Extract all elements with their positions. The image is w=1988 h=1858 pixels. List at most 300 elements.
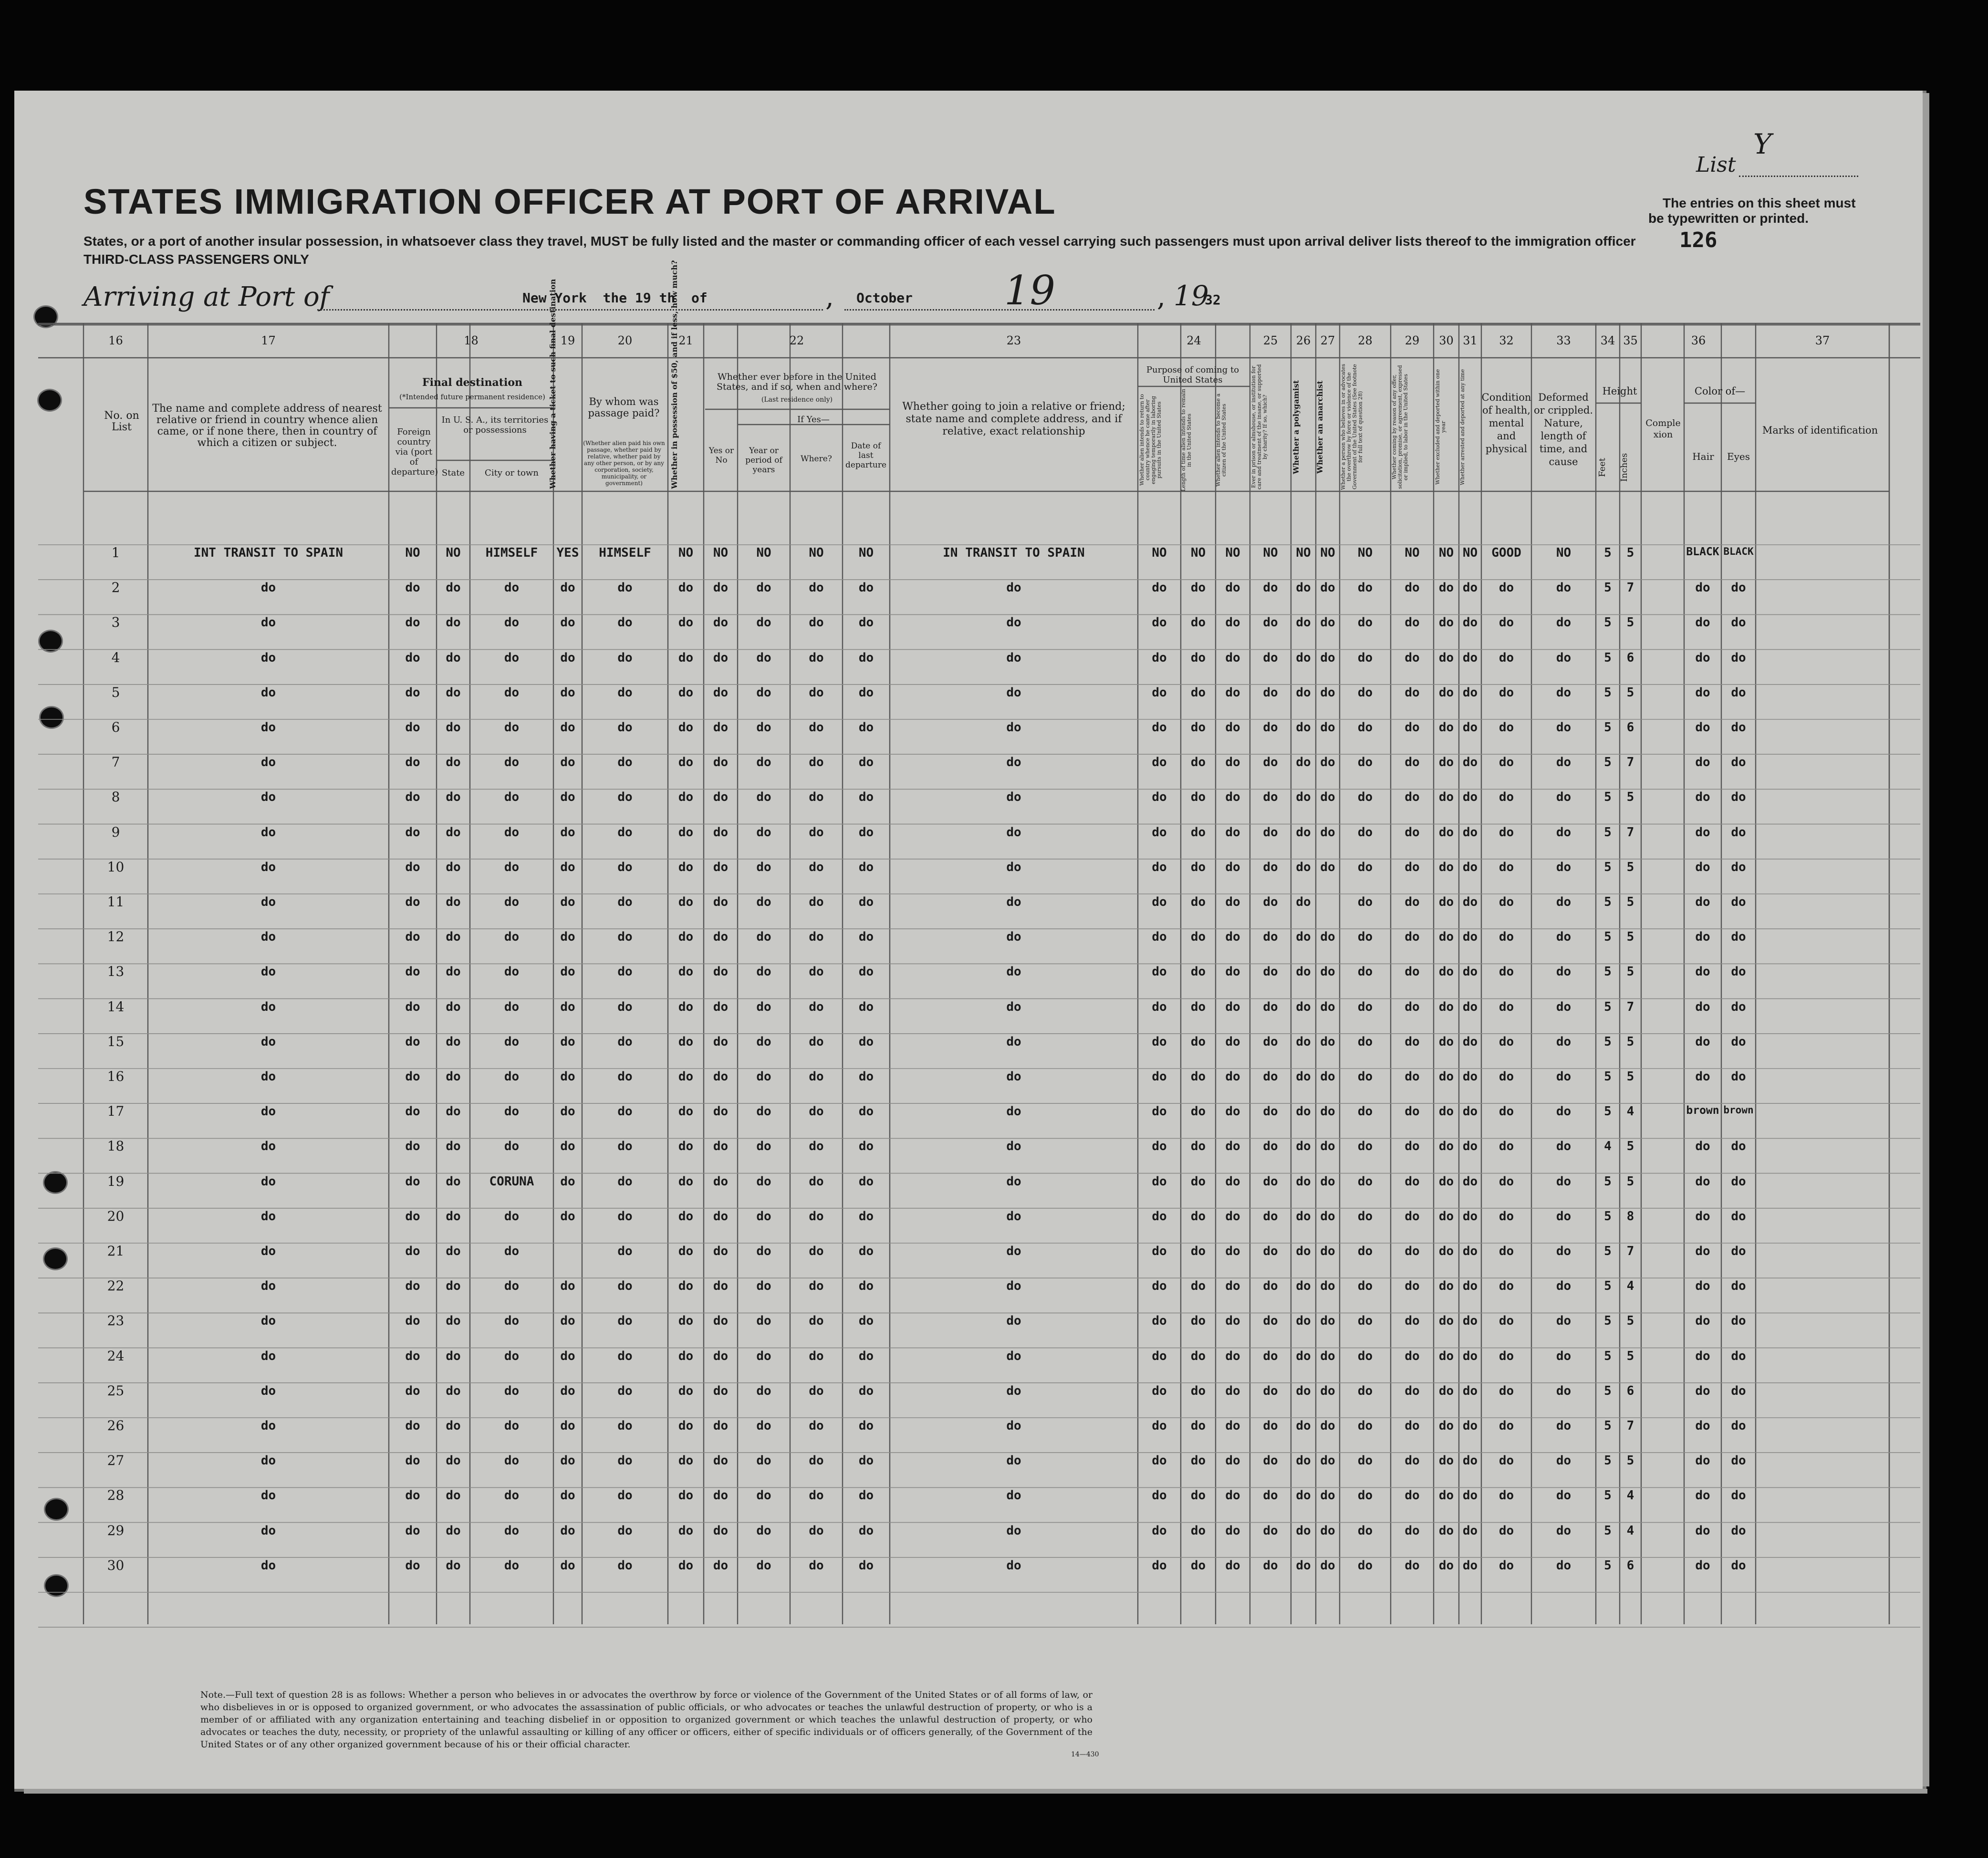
cell-fc: do: [405, 1383, 420, 1398]
cell-c29: do: [1405, 895, 1420, 909]
cell-city: do: [504, 1523, 520, 1538]
cell-c31: do: [1462, 1383, 1478, 1398]
cell-c25: do: [1263, 1034, 1278, 1049]
row-number: 19: [107, 1173, 125, 1189]
cell-wh: do: [809, 1174, 824, 1189]
cell-c29: do: [1405, 1419, 1420, 1433]
cell-c32: do: [1499, 1209, 1514, 1224]
cell-c25: do: [1263, 1419, 1278, 1433]
row-number: 30: [107, 1557, 125, 1573]
cell-st: do: [446, 790, 461, 805]
cell-c33: do: [1556, 1558, 1572, 1573]
cell-tk: do: [560, 999, 575, 1014]
cell-c29: do: [1405, 1383, 1420, 1398]
cell-tk: do: [560, 1174, 575, 1189]
cell-st: do: [446, 1314, 461, 1329]
cell-pa: do: [1152, 1383, 1167, 1398]
cell-ft: 5: [1604, 790, 1612, 805]
cell-c30: do: [1438, 895, 1454, 909]
cell-pa: do: [1152, 1453, 1167, 1468]
header-by-whom-note: (Whether alien paid his own passage, whether paid by relative, whether paid by any other person, or by any corporation, society, municipality, or government): [583, 440, 665, 487]
column-number: 35: [1623, 334, 1638, 347]
page-title: STATES IMMIGRATION OFFICER AT PORT OF ARRIVAL: [83, 182, 1056, 221]
cell-hair: do: [1695, 1209, 1710, 1224]
cell-c25: do: [1263, 825, 1278, 840]
cell-c28: do: [1357, 999, 1373, 1014]
cell-yr: do: [756, 1279, 771, 1294]
cell-c17: do: [260, 790, 276, 805]
cell-c33: do: [1556, 581, 1572, 595]
cell-dt: do: [858, 1209, 874, 1224]
column-number: 33: [1556, 334, 1571, 347]
cell-c31: do: [1462, 1174, 1478, 1189]
cell-c28: do: [1357, 965, 1373, 979]
cell-pb: do: [1190, 1383, 1206, 1398]
cell-pa: do: [1152, 825, 1167, 840]
cell-c28: do: [1357, 1034, 1373, 1049]
cell-pa: do: [1152, 1104, 1167, 1119]
cell-c31: do: [1462, 930, 1478, 945]
cell-st: do: [446, 1349, 461, 1363]
cell-c23: do: [1006, 930, 1021, 945]
header-city: City or town: [485, 468, 539, 478]
cell-pa: do: [1152, 650, 1167, 665]
cell-c17: do: [260, 1174, 276, 1189]
cell-fc: do: [405, 1558, 420, 1573]
row-number: 1: [111, 545, 120, 561]
cell-c17: do: [260, 930, 276, 945]
row-number: 15: [107, 1033, 125, 1049]
header-yes-no: Yes or No: [708, 446, 734, 465]
header-col17: The name and complete address of nearest relative or friend in country whence alien came, or if none there, then in country of which a citizen or subject.: [152, 403, 382, 449]
cell-pa: do: [1152, 895, 1167, 909]
cell-c17: do: [260, 755, 276, 770]
cell-wh: do: [809, 1034, 824, 1049]
row-number: 6: [111, 719, 120, 735]
cell-yr: do: [756, 1453, 771, 1468]
cell-yr: do: [756, 1069, 771, 1084]
cell-ft: 5: [1604, 1419, 1612, 1433]
cell-pa: NO: [1152, 546, 1167, 560]
cell-yn: do: [713, 1069, 729, 1084]
cell-c21: do: [678, 1488, 694, 1503]
cell-c30: do: [1438, 1349, 1454, 1363]
cell-c31: do: [1462, 1488, 1478, 1503]
cell-c31: do: [1462, 1034, 1478, 1049]
cell-city: do: [504, 965, 520, 979]
cell-c23: do: [1006, 790, 1021, 805]
cell-dt: do: [858, 685, 874, 700]
cell-c23: do: [1006, 1558, 1021, 1573]
header-purpose-b: Length of time alien intends to remain in the United States: [1180, 389, 1192, 491]
cell-c32: do: [1499, 1314, 1514, 1329]
cell-dt: do: [858, 1104, 874, 1119]
cell-yn: do: [713, 1349, 729, 1363]
cell-c33: do: [1556, 895, 1572, 909]
cell-c29: do: [1405, 581, 1420, 595]
cell-c33: do: [1556, 1314, 1572, 1329]
cell-c33: do: [1556, 755, 1572, 770]
cell-city: do: [504, 1069, 520, 1084]
cell-st: do: [446, 1244, 461, 1258]
cell-wh: do: [809, 930, 824, 945]
header-possession-50: Whether in possession of $50, and if less, how much?: [670, 260, 679, 489]
cell-c28: do: [1357, 581, 1373, 595]
cell-c30: do: [1438, 860, 1454, 874]
cell-c23: do: [1006, 1174, 1021, 1189]
cell-city: CORUNA: [489, 1174, 534, 1189]
cell-c25: do: [1263, 650, 1278, 665]
cell-pd: do: [617, 1419, 633, 1433]
cell-city: do: [504, 999, 520, 1014]
cell-dt: do: [858, 1419, 874, 1433]
cell-pa: do: [1152, 1419, 1167, 1433]
cell-fc: do: [405, 1104, 420, 1119]
cell-wh: do: [809, 1279, 824, 1294]
cell-ft: 5: [1604, 965, 1612, 979]
cell-fc: do: [405, 1488, 420, 1503]
cell-c30: do: [1438, 1104, 1454, 1119]
cell-yr: do: [756, 790, 771, 805]
cell-c29: do: [1405, 720, 1420, 735]
cell-yn: do: [713, 1034, 729, 1049]
row-number: 10: [107, 859, 125, 875]
cell-c26: do: [1296, 720, 1311, 735]
cell-hair: do: [1695, 1488, 1710, 1503]
cell-c17: do: [260, 1349, 276, 1363]
cell-hair: do: [1695, 1174, 1710, 1189]
cell-c27: do: [1320, 1349, 1335, 1363]
cell-c23: do: [1006, 999, 1021, 1014]
cell-c31: do: [1462, 1349, 1478, 1363]
cell-city: do: [504, 755, 520, 770]
cell-c29: do: [1405, 615, 1420, 630]
cell-st: do: [446, 1069, 461, 1084]
cell-tk: do: [560, 825, 575, 840]
cell-c30: do: [1438, 615, 1454, 630]
cell-c32: do: [1499, 895, 1514, 909]
cell-in: 6: [1626, 1383, 1634, 1398]
cell-c23: do: [1006, 685, 1021, 700]
cell-fc: do: [405, 1419, 420, 1433]
cell-eyes: do: [1731, 1488, 1746, 1503]
month-value: October: [856, 290, 913, 306]
cell-fc: do: [405, 895, 420, 909]
cell-c26: do: [1296, 1314, 1311, 1329]
cell-pb: do: [1190, 999, 1206, 1014]
cell-c31: do: [1462, 685, 1478, 700]
cell-pb: do: [1190, 720, 1206, 735]
cell-tk: do: [560, 1383, 575, 1398]
cell-pd: do: [617, 1314, 633, 1329]
cell-pb: do: [1190, 1453, 1206, 1468]
cell-c27: do: [1320, 1488, 1335, 1503]
header-ever-before: Whether ever before in the United States, and if so, when and where?: [717, 372, 877, 392]
cell-c32: do: [1499, 860, 1514, 874]
cell-dt: do: [858, 1488, 874, 1503]
cell-c25: do: [1263, 615, 1278, 630]
cell-in: 5: [1626, 1349, 1634, 1363]
cell-c31: do: [1462, 1069, 1478, 1084]
cell-city: do: [504, 1383, 520, 1398]
cell-yn: do: [713, 930, 729, 945]
cell-c17: do: [260, 1279, 276, 1294]
cell-c27: do: [1320, 1453, 1335, 1468]
cell-pb: do: [1190, 755, 1206, 770]
header-year-period: Year or period of years: [745, 446, 782, 475]
cell-c29: do: [1405, 825, 1420, 840]
row-number: 8: [111, 789, 120, 805]
cell-dt: do: [858, 965, 874, 979]
cell-c32: do: [1499, 755, 1514, 770]
cell-fc: do: [405, 965, 420, 979]
column-number: 17: [261, 334, 276, 347]
cell-c32: do: [1499, 1453, 1514, 1468]
cell-c26: do: [1296, 1244, 1311, 1258]
cell-pa: do: [1152, 965, 1167, 979]
cell-c17: do: [260, 1453, 276, 1468]
cell-c32: do: [1499, 825, 1514, 840]
cell-c28: do: [1357, 685, 1373, 700]
cell-c21: do: [678, 1558, 694, 1573]
cell-city: do: [504, 895, 520, 909]
cell-c31: do: [1462, 790, 1478, 805]
cell-fc: do: [405, 720, 420, 735]
cell-hair: do: [1695, 999, 1710, 1014]
cell-wh: do: [809, 720, 824, 735]
cell-c17: do: [260, 965, 276, 979]
year-suffix: 32: [1205, 292, 1221, 308]
cell-c33: do: [1556, 1419, 1572, 1433]
cell-eyes: do: [1731, 965, 1746, 979]
cell-pb: do: [1190, 930, 1206, 945]
cell-c25: do: [1263, 1523, 1278, 1538]
header-col31: Whether arrested and deported at any time: [1459, 369, 1466, 485]
cell-pd: HIMSELF: [599, 546, 651, 560]
cell-pb: do: [1190, 825, 1206, 840]
cell-dt: do: [858, 999, 874, 1014]
cell-pb: do: [1190, 1419, 1206, 1433]
cell-st: do: [446, 1383, 461, 1398]
cell-hair: do: [1695, 685, 1710, 700]
cell-yn: do: [713, 1174, 729, 1189]
cell-tk: do: [560, 1419, 575, 1433]
cell-c31: do: [1462, 650, 1478, 665]
cell-c31: do: [1462, 825, 1478, 840]
cell-st: do: [446, 720, 461, 735]
cell-c23: do: [1006, 1314, 1021, 1329]
cell-pb: do: [1190, 1034, 1206, 1049]
cell-c30: do: [1438, 1419, 1454, 1433]
cell-c25: do: [1263, 1069, 1278, 1084]
cell-c23: do: [1006, 1279, 1021, 1294]
cell-pc: do: [1225, 860, 1240, 874]
header-col30: Whether excluded and deported within one year: [1435, 369, 1447, 485]
sheet-number: 126: [1679, 228, 1717, 252]
cell-c28: do: [1357, 1139, 1373, 1154]
cell-wh: do: [809, 1453, 824, 1468]
cell-wh: do: [809, 1419, 824, 1433]
cell-c21: do: [678, 720, 694, 735]
cell-fc: do: [405, 1174, 420, 1189]
header-hair: Hair: [1692, 451, 1714, 462]
cell-c29: do: [1405, 1174, 1420, 1189]
cell-c25: do: [1263, 1453, 1278, 1468]
cell-c31: do: [1462, 1209, 1478, 1224]
cell-pd: do: [617, 1349, 633, 1363]
cell-in: 7: [1626, 581, 1634, 595]
cell-c33: NO: [1556, 546, 1572, 560]
cell-c23: do: [1006, 1488, 1021, 1503]
port-value: New York the 19 th of: [522, 290, 708, 306]
cell-c33: do: [1556, 1523, 1572, 1538]
cell-tk: do: [560, 1034, 575, 1049]
cell-c32: do: [1499, 1104, 1514, 1119]
cell-c30: do: [1438, 1034, 1454, 1049]
footnote-question-28: Note.—Full text of question 28 is as follows: Whether a person who believes in or advocates the overthrow by force or violence of the Government of the United States or of all forms of law, or who disbelieves in or is opposed to organized government, or who advocates the assassination of public officials, or who advocates or teaches the unlawful destruction of property, or who is a member of or affiliated with any organization entertaining and teaching disbelief in or opposition to organized government or which teaches the unlawful destruction of property, or who advocates or teaches the duty, necessity, or propriety of the unlawful assaulting or killing of any officer or officers, either of specific individuals or of officers generally, of the Government of the United States or of any other organized government because of his or their official character.: [200, 1690, 1093, 1750]
cell-c26: do: [1296, 1279, 1311, 1294]
header-where: Where?: [801, 454, 832, 464]
column-number: 37: [1815, 334, 1830, 347]
cell-c28: NO: [1357, 546, 1373, 560]
cell-c29: do: [1405, 1314, 1420, 1329]
cell-pc: do: [1225, 1523, 1240, 1538]
cell-c25: do: [1263, 1558, 1278, 1573]
cell-yn: do: [713, 755, 729, 770]
cell-ft: 5: [1604, 581, 1612, 595]
cell-city: do: [504, 930, 520, 945]
cell-dt: do: [858, 1523, 874, 1538]
cell-yn: do: [713, 1209, 729, 1224]
header-by-whom: By whom was passage paid?: [588, 396, 660, 419]
cell-in: 4: [1626, 1488, 1634, 1503]
cell-st: do: [446, 1209, 461, 1224]
cell-in: 7: [1626, 999, 1634, 1014]
cell-ft: 5: [1604, 1383, 1612, 1398]
cell-ft: 5: [1604, 1069, 1612, 1084]
cell-c30: do: [1438, 1174, 1454, 1189]
cell-pd: do: [617, 860, 633, 874]
cell-pc: do: [1225, 581, 1240, 595]
cell-c32: do: [1499, 720, 1514, 735]
cell-c25: do: [1263, 1244, 1278, 1258]
cell-pb: do: [1190, 1314, 1206, 1329]
row-number: 12: [107, 929, 125, 945]
cell-c23: do: [1006, 860, 1021, 874]
cell-c30: do: [1438, 825, 1454, 840]
cell-tk: do: [560, 720, 575, 735]
cell-st: do: [446, 825, 461, 840]
cell-c33: do: [1556, 930, 1572, 945]
cell-tk: do: [560, 1209, 575, 1224]
column-number: 32: [1499, 334, 1514, 347]
cell-c27: do: [1320, 1034, 1335, 1049]
cell-city: do: [504, 825, 520, 840]
cell-c32: do: [1499, 1279, 1514, 1294]
cell-c17: do: [260, 581, 276, 595]
cell-hair: do: [1695, 1069, 1710, 1084]
cell-hair: do: [1695, 755, 1710, 770]
cell-c17: do: [260, 650, 276, 665]
cell-wh: do: [809, 1523, 824, 1538]
cell-ft: 5: [1604, 1104, 1612, 1119]
cell-ft: 5: [1604, 650, 1612, 665]
cell-wh: do: [809, 1488, 824, 1503]
cell-c26: do: [1296, 685, 1311, 700]
cell-c27: do: [1320, 790, 1335, 805]
cell-yn: NO: [713, 546, 729, 560]
cell-pd: do: [617, 650, 633, 665]
cell-eyes: do: [1731, 1174, 1746, 1189]
cell-c31: do: [1462, 1314, 1478, 1329]
cell-ft: 5: [1604, 895, 1612, 909]
cell-city: do: [504, 685, 520, 700]
cell-st: do: [446, 1174, 461, 1189]
form-code: 14—430: [1071, 1751, 1099, 1758]
cell-c30: do: [1438, 685, 1454, 700]
cell-tk: do: [560, 685, 575, 700]
cell-dt: do: [858, 860, 874, 874]
cell-st: do: [446, 650, 461, 665]
cell-c27: do: [1320, 825, 1335, 840]
cell-pd: do: [617, 685, 633, 700]
cell-c33: do: [1556, 615, 1572, 630]
cell-pa: do: [1152, 581, 1167, 595]
cell-in: 5: [1626, 790, 1634, 805]
cell-yn: do: [713, 720, 729, 735]
cell-yr: do: [756, 685, 771, 700]
cell-st: do: [446, 860, 461, 874]
cell-c30: do: [1438, 1244, 1454, 1258]
cell-c30: do: [1438, 1139, 1454, 1154]
cell-ft: 5: [1604, 1523, 1612, 1538]
cell-hair: do: [1695, 1383, 1710, 1398]
cell-pb: do: [1190, 860, 1206, 874]
cell-c30: do: [1438, 755, 1454, 770]
cell-c29: do: [1405, 1558, 1420, 1573]
cell-c23: do: [1006, 1383, 1021, 1398]
cell-c30: do: [1438, 1523, 1454, 1538]
cell-dt: do: [858, 1244, 874, 1258]
cell-city: do: [504, 1349, 520, 1363]
cell-yn: do: [713, 1523, 729, 1538]
cell-eyes: do: [1731, 999, 1746, 1014]
cell-pc: do: [1225, 999, 1240, 1014]
cell-yr: do: [756, 755, 771, 770]
cell-c17: do: [260, 860, 276, 874]
cell-pa: do: [1152, 685, 1167, 700]
cell-hair: do: [1695, 930, 1710, 945]
column-number: 25: [1263, 334, 1278, 347]
cell-c29: do: [1405, 1139, 1420, 1154]
cell-c23: do: [1006, 825, 1021, 840]
cell-c28: do: [1357, 1453, 1373, 1468]
header-purpose-a: Whether alien intends to return to country whence he came after engaging temporarily in laboring pursuits in the United States: [1139, 394, 1162, 486]
cell-in: 5: [1626, 1453, 1634, 1468]
cell-c30: do: [1438, 1314, 1454, 1329]
cell-c31: do: [1462, 1139, 1478, 1154]
cell-c33: do: [1556, 999, 1572, 1014]
cell-c23: do: [1006, 1139, 1021, 1154]
cell-c23: do: [1006, 581, 1021, 595]
cell-yn: do: [713, 1558, 729, 1573]
cell-c25: do: [1263, 1349, 1278, 1363]
arriving-label: Arriving at Port of: [83, 281, 330, 312]
cell-pc: do: [1225, 1174, 1240, 1189]
cell-c25: do: [1263, 790, 1278, 805]
cell-c32: do: [1499, 790, 1514, 805]
cell-tk: do: [560, 1349, 575, 1363]
